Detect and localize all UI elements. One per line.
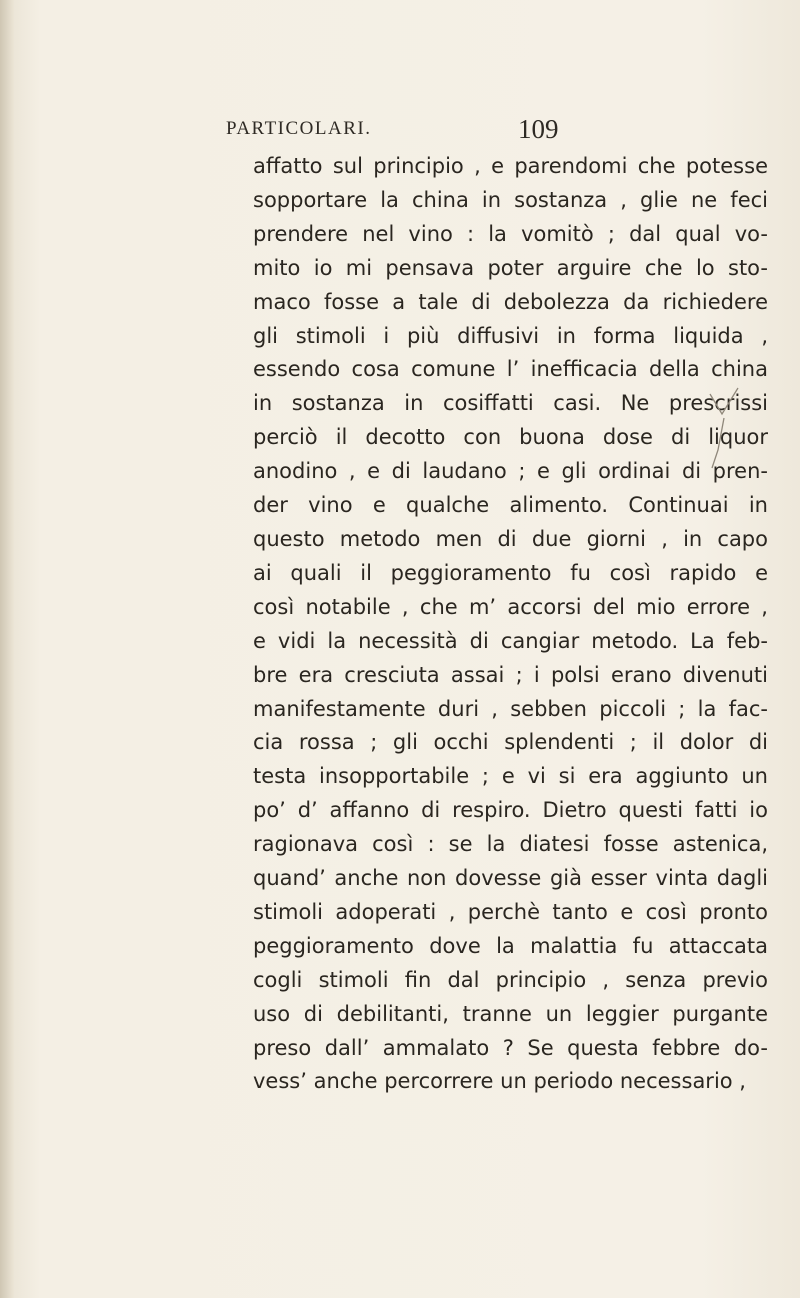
text-line: maco fosse a tale di debolezza da richiedere — [253, 289, 768, 314]
text-line: cia rossa ; gli occhi splendenti ; il dolor di — [253, 730, 768, 755]
text-line: ragionava così : se la diatesi fosse astenica, — [253, 832, 768, 857]
text-line: vess’ anche percorrere un periodo necessario , — [253, 1069, 746, 1094]
text-line: po’ d’ affanno di respiro. Dietro questi fatti io — [253, 798, 768, 823]
running-title: PARTICOLARI. — [226, 118, 372, 139]
text-line: quand’ anche non dovesse già esser vinta dagli — [253, 866, 768, 891]
text-line: perciò il decotto con buona dose di liquor — [253, 425, 768, 450]
text-line: uso di debilitanti, tranne un leggier purgante — [253, 1001, 768, 1026]
text-line: anodino , e di laudano ; e gli ordinai di pren- — [253, 459, 768, 484]
page-gutter — [0, 0, 14, 1298]
text-line: gli stimoli i più diffusivi in forma liquida , — [253, 323, 768, 348]
page-header — [226, 114, 768, 148]
text-line: affatto sul principio , e parendomi che potesse — [253, 154, 768, 178]
text-line: sopportare la china in sostanza , glie ne feci — [253, 187, 768, 212]
text-line: essendo cosa comune l’ inefficacia della china — [253, 357, 768, 382]
text-line: cogli stimoli fin dal principio , senza previo — [253, 967, 768, 992]
text-line: testa insopportabile ; e vi si era aggiunto un — [253, 764, 768, 789]
text-line: stimoli adoperati , perchè tanto e così pronto — [253, 899, 768, 924]
text-line: mito io mi pensava poter arguire che lo sto- — [253, 255, 768, 280]
text-line: e vidi la necessità di cangiar metodo. La feb- — [253, 628, 768, 653]
margin-pencil-mark — [708, 380, 742, 470]
body-paragraph — [253, 150, 768, 1099]
text-line: manifestamente duri , sebben piccoli ; la fac- — [253, 696, 768, 721]
text-line: bre era cresciuta assai ; i polsi erano divenuti — [253, 662, 768, 687]
text-line: ai quali il peggioramento fu così rapido e — [253, 560, 768, 585]
text-line: così notabile , che m’ accorsi del mio errore , — [253, 594, 768, 619]
page-number: 109 — [518, 114, 559, 144]
text-line: preso dall’ ammalato ? Se questa febbre do- — [253, 1035, 768, 1060]
text-line: der vino e qualche alimento. Continuai in — [253, 493, 768, 518]
text-line: prendere nel vino : la vomitò ; dal qual vo- — [253, 221, 768, 246]
text-line: questo metodo men di due giorni , in capo — [253, 526, 768, 551]
text-line: in sostanza in cosiffatti casi. Ne prescrissi — [253, 391, 768, 416]
text-line: peggioramento dove la malattia fu attaccata — [253, 933, 768, 958]
